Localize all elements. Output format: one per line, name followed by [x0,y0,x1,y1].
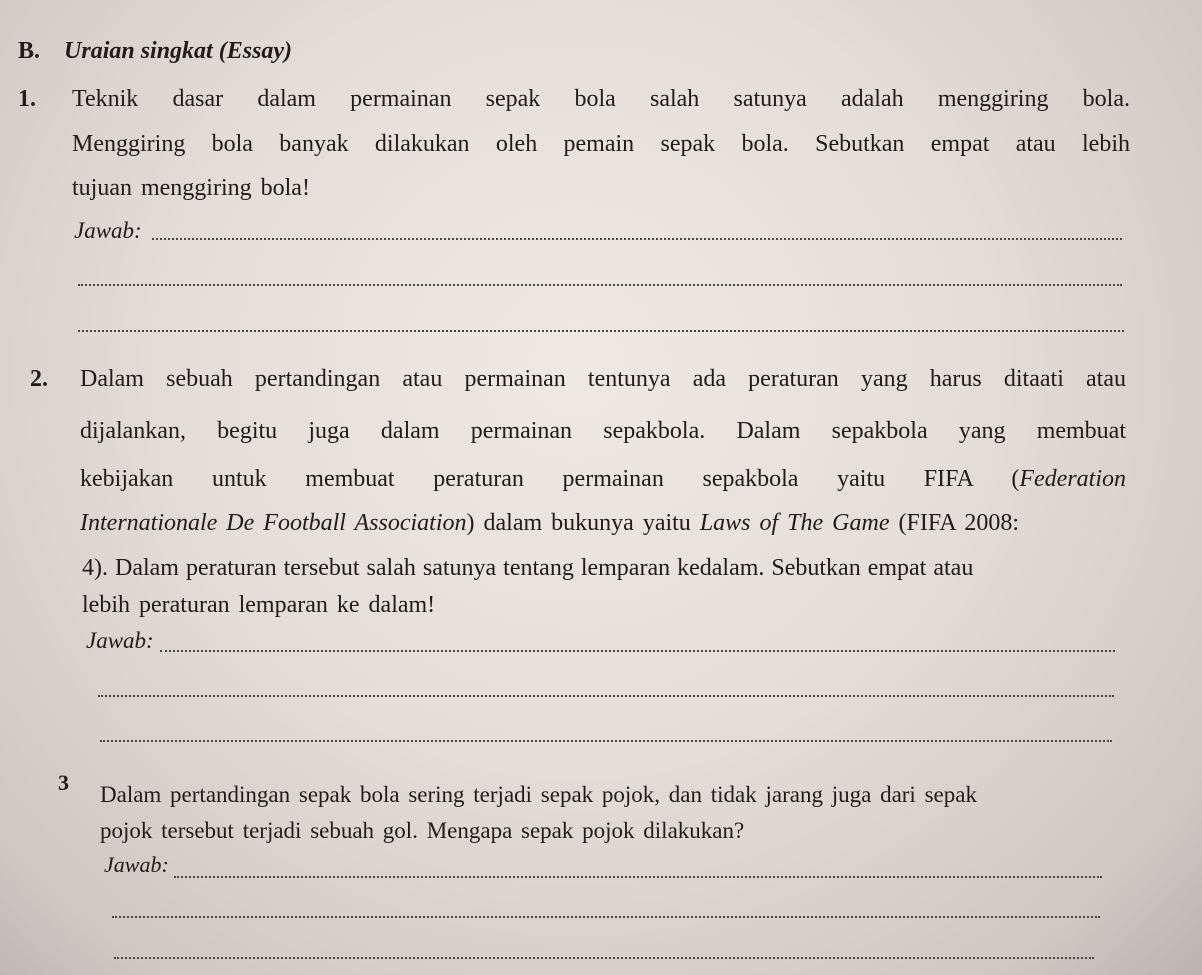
question-1-answer-label: Jawab: [74,218,142,243]
answer-line[interactable] [78,284,1122,286]
question-2-number: 2. [30,366,48,392]
question-2-federation: Federation [1019,466,1126,492]
answer-line[interactable] [114,957,1094,959]
question-2-line-3 [80,466,1126,493]
question-2-line-6: lebih peraturan lemparan ke dalam! [82,592,436,618]
question-2-laws-of-the-game: Laws of The Game [699,510,890,536]
question-3-number: 3 [58,770,69,795]
answer-line[interactable] [152,238,1122,240]
question-2-line-4 [80,510,1019,537]
section-letter: B. [18,38,41,64]
question-2-line-3-text: kebijakan untuk membuat peraturan permainan sepakbola yaitu FIFA ( [80,466,1020,492]
question-1-number: 1. [18,86,36,112]
question-3-line-2: pojok tersebut terjadi sebuah gol. Mengapa sepak pojok dilakukan? [100,818,745,843]
question-2-line-2: dijalankan, begitu juga dalam permainan sepakbola. Dalam sepakbola yang membuat [80,418,1126,444]
question-3-answer-label: Jawab: [104,852,169,877]
question-1-line-1: Teknik dasar dalam permainan sepak bola salah satunya adalah menggiring bola. [72,86,1130,112]
answer-line[interactable] [174,876,1102,878]
answer-line[interactable] [78,330,1124,332]
section-title: Uraian singkat (Essay) [64,38,293,64]
section-heading [18,38,292,65]
answer-line[interactable] [112,916,1100,918]
question-2-line-5: 4). Dalam peraturan tersebut salah satunya tentang lemparan kedalam. Sebutkan empat atau [82,555,974,581]
question-2-line-4-text: ) dalam bukunya yaitu [466,510,700,536]
question-1-line-3: tujuan menggiring bola! [72,175,310,201]
question-2-association: Internationale De Football Association [80,510,467,536]
question-2-line-1: Dalam sebuah pertandingan atau permainan tentunya ada peraturan yang harus ditaati atau [80,366,1126,392]
question-2-fifa-ref: (FIFA 2008: [889,510,1020,536]
question-1-line-2: Menggiring bola banyak dilakukan oleh pemain sepak bola. Sebutkan empat atau lebih [72,131,1130,157]
question-3-line-1: Dalam pertandingan sepak bola sering terjadi sepak pojok, dan tidak jarang juga dari sepak [100,782,977,807]
answer-line[interactable] [98,695,1114,697]
question-2-answer-label: Jawab: [86,628,154,653]
answer-line[interactable] [160,650,1115,652]
answer-line[interactable] [100,740,1112,742]
